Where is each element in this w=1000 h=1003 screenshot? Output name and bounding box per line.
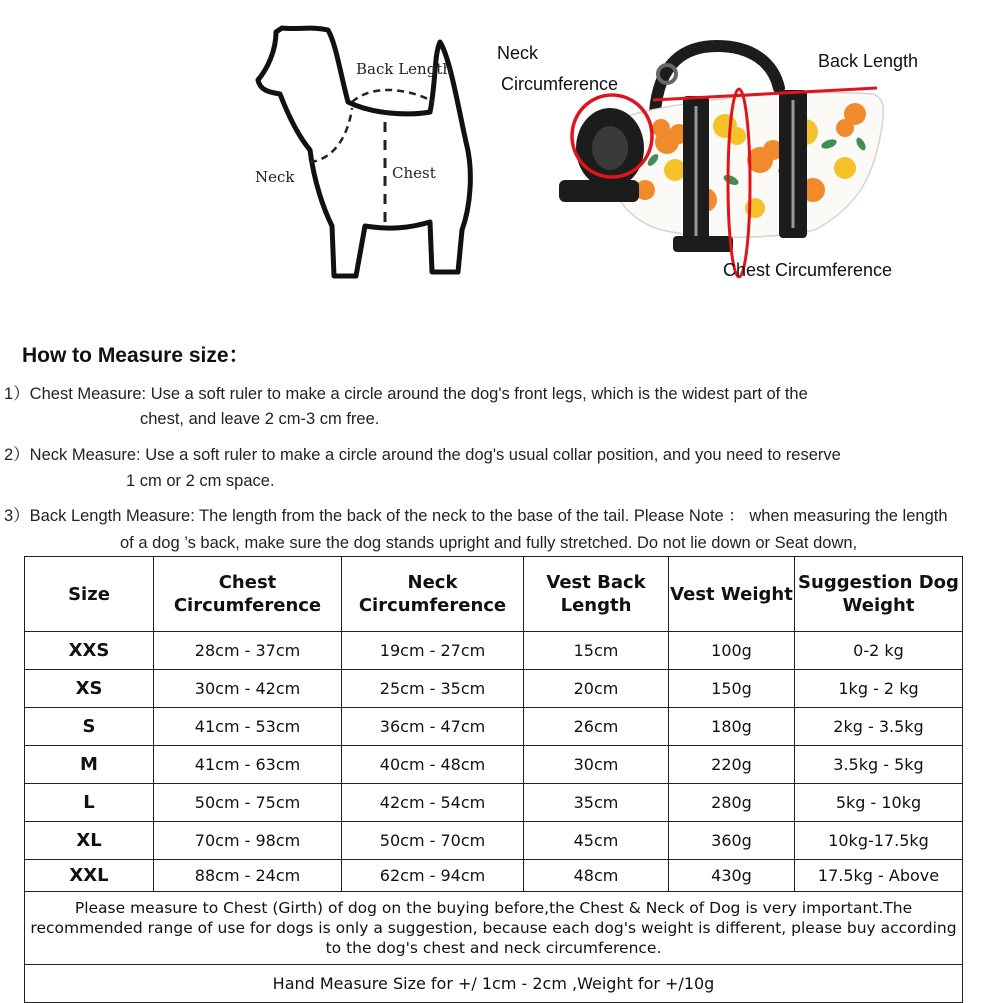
neck-cell: 36cm - 47cm (342, 708, 524, 746)
size-cell: S (25, 708, 154, 746)
vest-weight-cell: 180g (669, 708, 795, 746)
header-vest-back-length: Vest Back Length (524, 557, 669, 632)
size-cell: M (25, 746, 154, 784)
chest-cell: 88cm - 24cm (154, 860, 342, 892)
dog-weight-cell: 2kg - 3.5kg (795, 708, 963, 746)
size-chart-table (24, 556, 963, 1003)
dog-weight-cell: 3.5kg - 5kg (795, 746, 963, 784)
vest-weight-cell: 100g (669, 632, 795, 670)
size-cell: XXS (25, 632, 154, 670)
neck-cell: 25cm - 35cm (342, 670, 524, 708)
photo-back-length-label: Back Length (818, 51, 919, 71)
back-length-cell: 48cm (524, 860, 669, 892)
step-2-line-2: 1 cm or 2 cm space. (126, 472, 275, 490)
table-footer-row (25, 965, 963, 1003)
table-row (25, 670, 963, 708)
table-row (25, 784, 963, 822)
photo-chest-circumference-label: Chest Circumference (723, 260, 893, 280)
table-row (25, 746, 963, 784)
back-length-cell: 15cm (524, 632, 669, 670)
back-length-cell: 35cm (524, 784, 669, 822)
back-length-cell: 45cm (524, 822, 669, 860)
chest-cell: 41cm - 53cm (154, 708, 342, 746)
neck-cell: 50cm - 70cm (342, 822, 524, 860)
neck-cell: 19cm - 27cm (342, 632, 524, 670)
size-cell: XS (25, 670, 154, 708)
back-length-cell: 20cm (524, 670, 669, 708)
vest-weight-cell: 430g (669, 860, 795, 892)
header-vest-weight: Vest Weight (669, 557, 795, 632)
table-row (25, 860, 963, 892)
size-cell: XL (25, 822, 154, 860)
vest-weight-cell: 280g (669, 784, 795, 822)
chest-cell: 28cm - 37cm (154, 632, 342, 670)
neck-cell: 40cm - 48cm (342, 746, 524, 784)
table-note-row (25, 892, 963, 965)
tolerance-note: Hand Measure Size for +/ 1cm - 2cm ,Weight for +/10g (25, 965, 963, 1003)
step-1-line-2: chest, and leave 2 cm-3 cm free. (140, 410, 380, 428)
how-to-measure-title: How to Measure size： (22, 344, 250, 367)
dog-weight-cell: 5kg - 10kg (795, 784, 963, 822)
vest-weight-cell: 360g (669, 822, 795, 860)
diagram-back-length-label: Back Length (356, 60, 453, 78)
header-chest-circumference: Chest Circumference (154, 557, 342, 632)
table-row (25, 708, 963, 746)
vest-weight-cell: 150g (669, 670, 795, 708)
size-cell: L (25, 784, 154, 822)
chest-cell: 70cm - 98cm (154, 822, 342, 860)
back-length-cell: 30cm (524, 746, 669, 784)
photo-circumference-label: Circumference (501, 74, 619, 94)
diagram-chest-label: Chest (392, 164, 436, 182)
diagram-neck-label: Neck (255, 168, 295, 186)
chest-cell: 41cm - 63cm (154, 746, 342, 784)
step-1-line-1: 1）Chest Measure: Use a soft ruler to make a circle around the dog's front legs, which is the widest part of the (4, 385, 808, 403)
step-3-line-2: of a dog ’s back, make sure the dog stands upright and fully stretched. Do not lie down or Seat down, (120, 534, 858, 552)
size-cell: XXL (25, 860, 154, 892)
neck-cell: 42cm - 54cm (342, 784, 524, 822)
photo-neck-label: Neck (497, 43, 539, 63)
back-length-cell: 26cm (524, 708, 669, 746)
neck-cell: 62cm - 94cm (342, 860, 524, 892)
table-header-row (25, 557, 963, 632)
dog-measurement-diagram (240, 10, 490, 290)
table-row (25, 822, 963, 860)
dog-weight-cell: 17.5kg - Above (795, 860, 963, 892)
measure-note: Please measure to Chest (Girth) of dog on the buying before,the Chest & Neck of Dog is very important.The recommended range of use for dogs is only a suggestion, because each dog's weight is different, please buy according to the dog's chest and neck circumference. (25, 892, 963, 965)
header-suggestion-dog-weight: Suggestion Dog Weight (795, 557, 963, 632)
vest-weight-cell: 220g (669, 746, 795, 784)
step-2-line-1: 2）Neck Measure: Use a soft ruler to make a circle around the dog's usual collar position, and you need to reserve (4, 446, 841, 464)
chest-cell: 30cm - 42cm (154, 670, 342, 708)
dog-weight-cell: 0-2 kg (795, 632, 963, 670)
header-size: Size (25, 557, 154, 632)
dog-weight-cell: 10kg-17.5kg (795, 822, 963, 860)
step-3-line-1: 3）Back Length Measure: The length from the back of the neck to the base of the tail. Please Note ： when measuring the length (4, 507, 948, 525)
table-row (25, 632, 963, 670)
dog-weight-cell: 1kg - 2 kg (795, 670, 963, 708)
chest-cell: 50cm - 75cm (154, 784, 342, 822)
header-neck-circumference: Neck Circumference (342, 557, 524, 632)
